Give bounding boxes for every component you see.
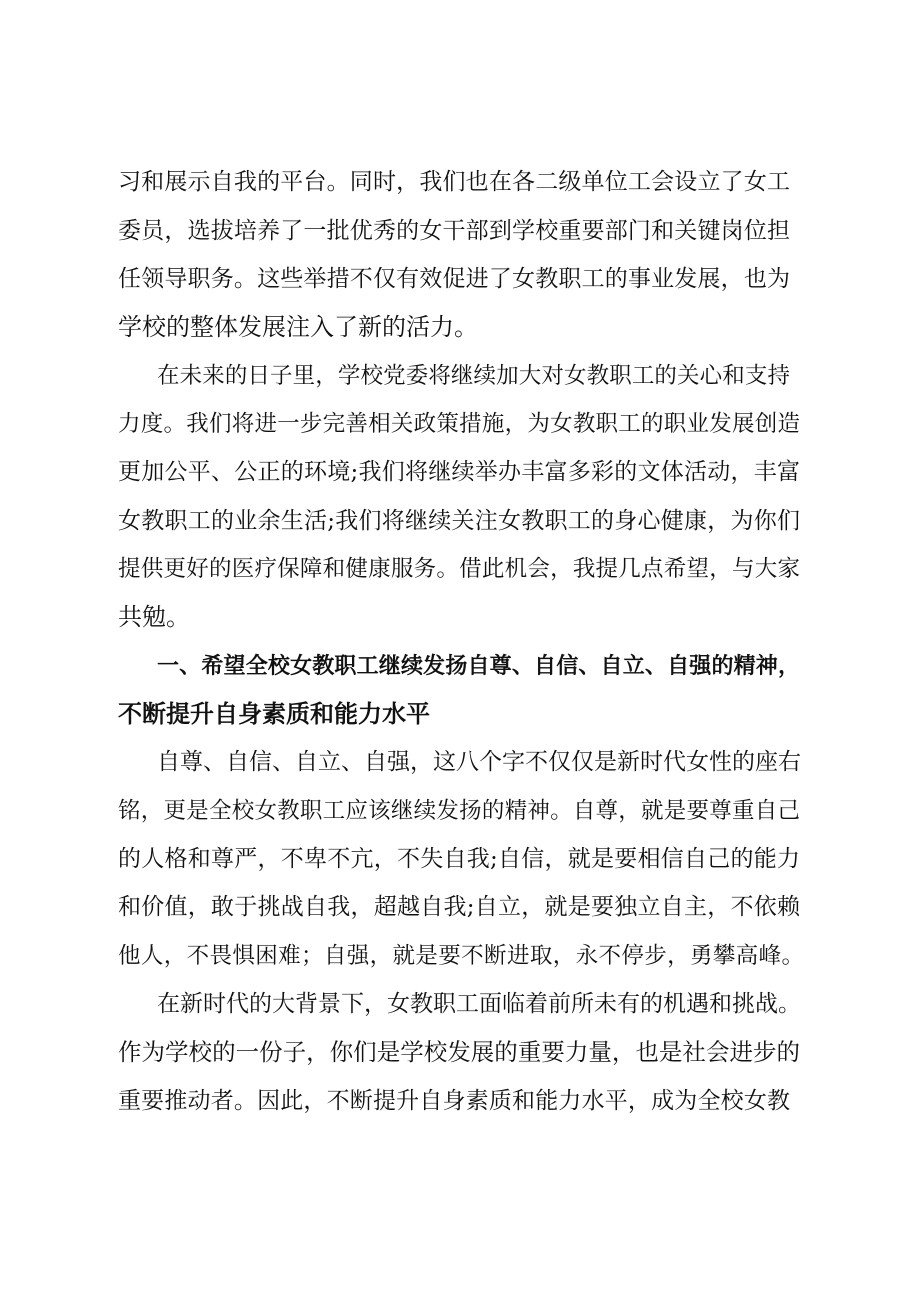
text-line: 自尊、自信、自立、自强，这八个字不仅仅是新时代女性的座右 [157, 749, 801, 775]
text-line: 力度。我们将进一步完善相关政策措施，为女教职工的职业发展创造 [118, 411, 800, 437]
text-line: 委员，选拔培养了一批优秀的女干部到学校重要部门和关键岗位担 [118, 218, 790, 244]
text-line: 铭，更是全校女教职工应该继续发扬的精神。自尊，就是要尊重自己 [118, 798, 800, 824]
text-line: 习和展示自我的平台。同时，我们也在各二级单位工会设立了女工 [118, 169, 790, 195]
text-line: 更加公平、公正的环境;我们将继续举办丰富多彩的文体活动，丰富 [118, 459, 800, 485]
section-heading-line: 不断提升自身素质和能力水平 [118, 699, 430, 728]
text-line: 在新时代的大背景下，女教职工面临着前所未有的机遇和挑战。 [157, 991, 801, 1017]
text-line: 重要推动者。因此，不断提升自身素质和能力水平，成为全校女教 [118, 1088, 790, 1114]
text-line: 女教职工的业余生活;我们将继续关注女教职工的身心健康，为你们 [118, 508, 800, 534]
text-line: 任领导职务。这些举措不仅有效促进了女教职工的事业发展，也为 [118, 266, 790, 292]
section-heading-line: 一、希望全校女教职工继续发扬自尊、自信、自立、自强的精神， [157, 653, 800, 679]
text-line: 作为学校的一份子，你们是学校发展的重要力量，也是社会进步的 [118, 1038, 800, 1066]
text-line: 和价值，敢于挑战自我，超越自我;自立，就是要独立自主，不依赖 [118, 894, 800, 920]
text-line: 他人，不畏惧困难；自强，就是要不断进取，永不停步，勇攀高峰。 [118, 943, 804, 969]
text-line: 的人格和尊严，不卑不亢，不失自我;自信，就是要相信自己的能力 [118, 846, 800, 872]
text-line: 共勉。 [118, 603, 190, 631]
text-line: 提供更好的医疗保障和健康服务。借此机会，我提几点希望，与大家 [118, 556, 800, 582]
text-line: 学校的整体发展注入了新的活力。 [118, 313, 478, 341]
text-line: 在未来的日子里，学校党委将继续加大对女教职工的关心和支持 [157, 363, 790, 389]
